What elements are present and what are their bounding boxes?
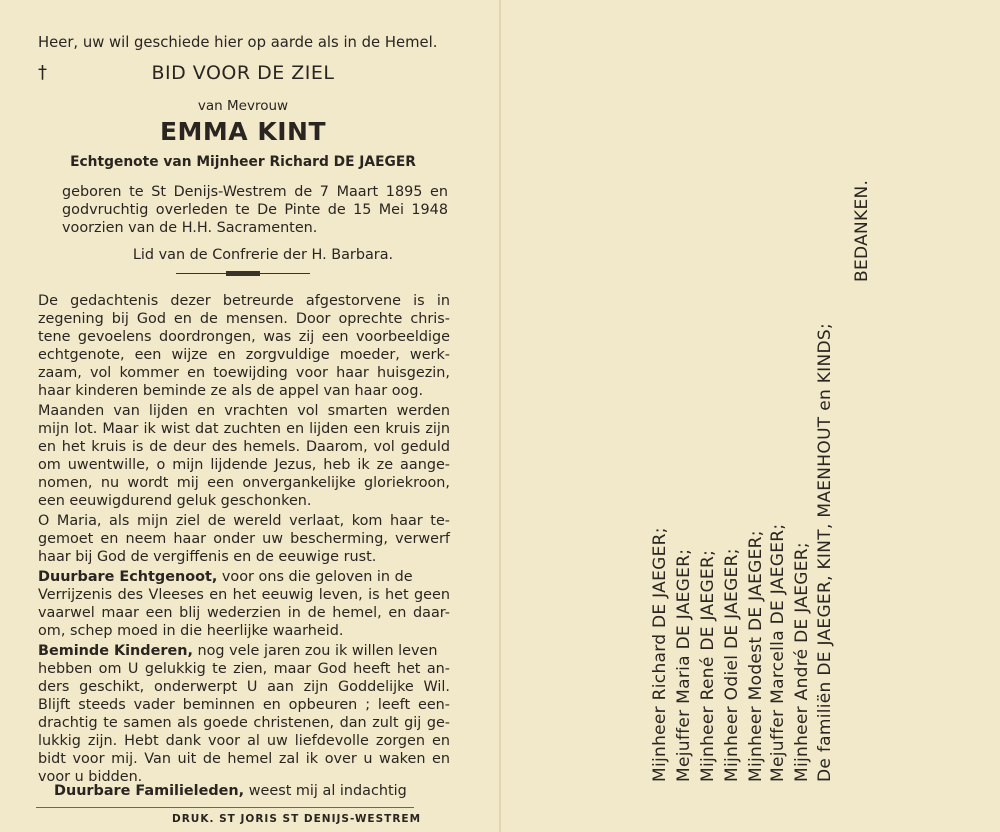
deceased-name: EMMA KINT	[159, 117, 327, 146]
p5-line-1	[38, 642, 450, 660]
p5-line: voor u bidden.	[38, 769, 143, 785]
card-fold	[499, 0, 501, 832]
mourner-line: Mijnheer André DE JAEGER;	[792, 542, 812, 782]
p3-line: gemoet en neem haar onder uw bescherming, verwerf	[38, 531, 450, 547]
printer-credit: DRUK. ST JORIS ST DENIJS-WESTREM	[172, 813, 422, 825]
p4-lead: Duurbare Echtgenoot,	[38, 569, 218, 585]
p1-line: echtgenote, een wijze en zorgvuldige moeder, werk-	[38, 347, 450, 363]
birth-line-2: godvruchtig overleden te De Pinte de 15 Mei 1948	[62, 202, 448, 218]
p1-line: zaam, vol kommer en toewijding voor haar huisgezin,	[38, 365, 450, 381]
p4-text: voor ons die geloven in de	[217, 569, 413, 585]
p5-line: Blijft steeds vader beminnen en opbeuren ; leeft een-	[38, 697, 450, 713]
p3-line: haar bij God de vergiffenis en de eeuwige rust.	[38, 549, 377, 565]
p1-line: zegening bij God en de mensen. Door oprechte chris-	[38, 311, 450, 327]
p5-line: drachtig te samen als goede christenen, dan zult gij ge-	[38, 715, 450, 731]
p1-line: De gedachtenis dezer betreurde afgestorvene is in	[38, 293, 450, 309]
p5-line: ders geschikt, onderwerpt U aan zijn Goddelijke Wil.	[38, 679, 450, 695]
cross-icon: †	[38, 62, 47, 83]
mourner-line: Mijnheer Modest DE JAEGER;	[746, 530, 766, 782]
mourner-line: Mejuffer Maria DE JAEGER;	[674, 548, 694, 782]
p2-line: om uwentwille, o mijn lijdende Jezus, heb ik ze aange-	[38, 457, 450, 473]
p2-line: en het kruis is de deur des hemels. Daarom, vol geduld	[38, 439, 450, 455]
birth-line-3: voorzien van de H.H. Sacramenten.	[62, 220, 318, 236]
thanks-line: BEDANKEN.	[852, 179, 872, 282]
p6-line	[54, 782, 466, 800]
p5-line: hebben om U gelukkig te zien, maar God heeft het an-	[38, 661, 450, 677]
mourner-line: Mejuffer Marcella DE JAEGER;	[768, 523, 788, 782]
mourner-line: Mijnheer René DE JAEGER;	[698, 549, 718, 782]
p5-line: bidt voor mij. Van uit de hemel zal ik over u waken en	[38, 751, 450, 767]
footer-rule	[36, 807, 414, 808]
spouse-line: Echtgenote van Mijnheer Richard DE JAEGER	[70, 154, 416, 170]
p2-line: een eeuwigdurend geluk geschonken.	[38, 493, 312, 509]
p6-lead: Duurbare Familieleden,	[54, 783, 245, 799]
p5-text: nog vele jaren zou ik willen leven	[192, 643, 438, 659]
p6-text: weest mij al indachtig	[244, 783, 407, 799]
p2-line: mijn lot. Maar ik wist dat zuchten en lijden een kruis zijn	[38, 421, 450, 437]
p3-line: O Maria, als mijn ziel de wereld verlaat, kom haar te-	[38, 513, 450, 529]
p1-line: haar kinderen beminde ze als de appel van haar oog.	[38, 383, 424, 399]
prayer-line: Heer, uw wil geschiede hier op aarde als in de Hemel.	[38, 34, 438, 51]
separator-ornament	[226, 271, 260, 276]
p2-line: Maanden van lijden en vrachten vol smarten werden	[38, 403, 450, 419]
p4-line: Verrijzenis des Vleeses en het eeuwig leven, is het geen	[38, 587, 450, 603]
p5-lead: Beminde Kinderen,	[38, 643, 193, 659]
mourner-line: Mijnheer Richard DE JAEGER;	[650, 527, 670, 782]
mourner-line: Mijnheer Odiel DE JAEGER;	[722, 548, 742, 782]
birth-line-1: geboren te St Denijs-Westrem de 7 Maart 1895 en	[62, 184, 448, 200]
p4-line: vaarwel maar een blij wederzien in de hemel, en daar-	[38, 605, 450, 621]
member-line: Lid van de Confrerie der H. Barbara.	[132, 247, 394, 263]
heading: BID VOOR DE ZIEL	[151, 62, 335, 84]
p5-line: lukkig zijn. Hebt dank voor al uw liefdevolle zorgen en	[38, 733, 450, 749]
p2-line: nomen, nu wordt mij een onvergankelijke gloriekroon,	[38, 475, 450, 491]
p4-line: om, schep moed in die heerlijke waarheid.	[38, 623, 344, 639]
van-mevrouw: van Mevrouw	[197, 98, 289, 114]
p1-line: tene gevoelens doordrongen, was zij een voorbeeldige	[38, 329, 450, 345]
p4-line-1	[38, 568, 450, 586]
mourner-line: De familiën DE JAEGER, KINT, MAENHOUT en KINDS;	[815, 322, 835, 782]
